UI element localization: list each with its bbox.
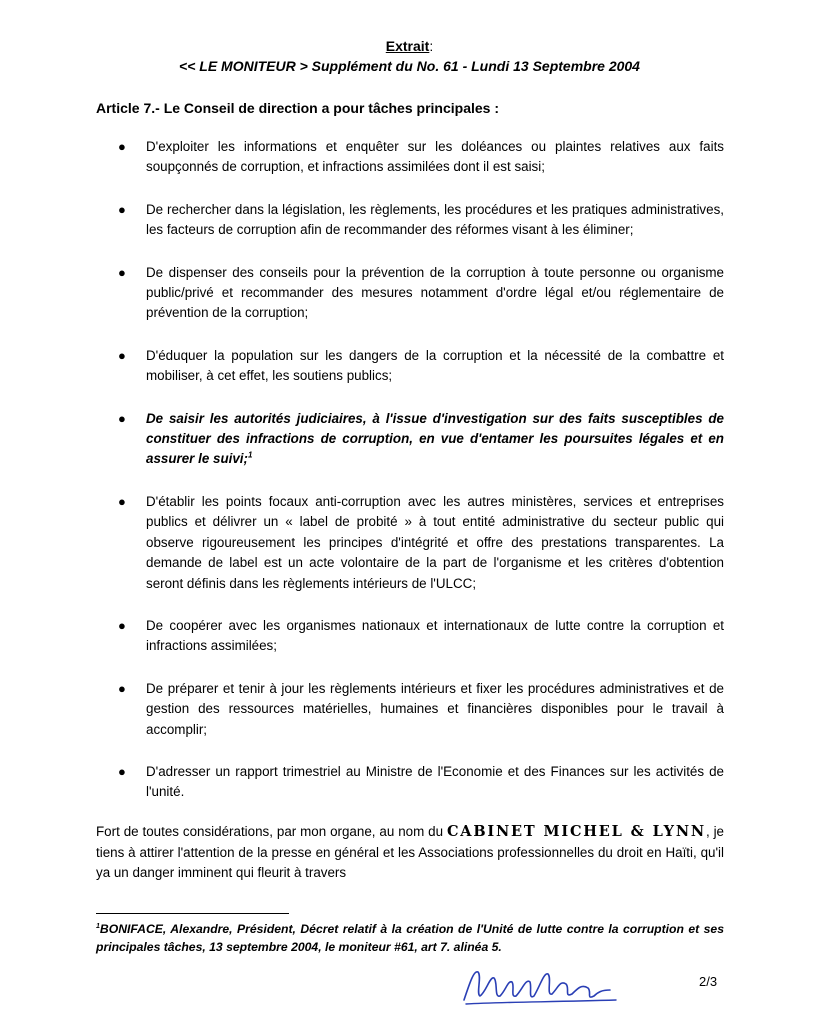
bullet-icon: ● (118, 763, 126, 779)
list-item-text: De dispenser des conseils pour la prévention de la corruption à toute personne ou organisme public/privé et recommander des mesures notamment d'ordre légal et/ou réglementaire de prévention de la corruption; (146, 264, 724, 321)
list-item-text: De rechercher dans la législation, les règlements, les procédures et les pratiques administratives, les facteurs de corruption afin de recommander des réformes visant à les éliminer; (146, 201, 724, 238)
closing-text-start: Fort de toutes considérations, par mon organe, au nom du (96, 824, 447, 839)
list-item-text: De saisir les autorités judiciaires, à l'issue d'investigation sur des faits susceptibles de constituer des infractions de corruption, en vue d'entamer les poursuites légales et en assurer le suivi; (146, 410, 724, 467)
bullet-icon: ● (118, 139, 126, 154)
list-item-text: D'éduquer la population sur les dangers de la corruption et la nécessité de la combattre et mobiliser, à cet effet, les soutiens publics; (146, 347, 724, 384)
list-item (96, 409, 724, 470)
list-item-text: D'exploiter les informations et enquêter sur les doléances ou plaintes relatives aux faits soupçonnés de corruption, et infractions assimilées dont il est saisi; (146, 139, 724, 175)
list-item (96, 679, 724, 740)
footnote (96, 920, 724, 956)
list-item (96, 346, 724, 387)
extrait-heading (0, 36, 819, 56)
list-item (96, 137, 724, 178)
closing-text-end: , je tiens à attirer l'attention de la presse en général et les Associations professionnelles du droit en Haïti, qu'il ya un danger imminent qui fleurit à travers (96, 824, 724, 881)
firm-name: CABINET MICHEL & LYNN (446, 823, 706, 840)
list-item-text: D'établir les points focaux anti-corruption avec les autres ministères, services et entreprises publics et délivrer un « label de probité » à tout entité administrative du secteur public qui observe rigoureusement les principes d'intégrité et offre des prestations transparentes. La demande de label est un acte volontaire de la part de l'organisme et les critères d'obtention seront définis dans les règlements intérieurs de l'ULCC; (146, 493, 724, 591)
list-item (96, 263, 724, 324)
extrait-label: Extrait (385, 38, 430, 54)
bullet-icon: ● (118, 493, 126, 509)
list-item-text: De préparer et tenir à jour les règlements intérieurs et fixer les procédures administratives et de gestion des ressources matérielles, humaines et financières disponibles pour le travail à accomplir; (146, 680, 724, 737)
bullet-icon: ● (118, 264, 126, 280)
document-header (0, 36, 819, 76)
article-title: Article 7.- Le Conseil de direction a pour tâches principales : (96, 100, 499, 116)
extrait-colon: : (429, 38, 434, 54)
bullet-icon: ● (118, 680, 126, 696)
bullet-icon: ● (118, 201, 126, 217)
list-item (96, 762, 724, 803)
source-line: << LE MONITEUR > Supplément du No. 61 - Lundi 13 Septembre 2004 (179, 58, 640, 74)
footnote-reference: 1 (247, 451, 253, 460)
footnote-text: BONIFACE, Alexandre, Président, Décret relatif à la création de l'Unité de lutte contre la corruption et ses principales tâches, 13 septembre 2004, le moniteur #61, art 7. alinéa 5. (96, 922, 724, 954)
bullet-icon: ● (118, 347, 126, 363)
footnote-divider (96, 913, 289, 914)
closing-paragraph (96, 822, 724, 884)
bullet-icon: ● (118, 617, 126, 633)
page-number: 2/3 (699, 974, 718, 989)
list-item (96, 492, 724, 594)
bullet-icon: ● (118, 410, 126, 426)
list-item-text: D'adresser un rapport trimestriel au Ministre de l'Economie et des Finances sur les activités de l'unité. (146, 763, 724, 800)
footnote-marker: 1 (96, 922, 100, 930)
list-item-text: De coopérer avec les organismes nationaux et internationaux de lutte contre la corruption et infractions assimilées; (146, 617, 724, 654)
handwritten-signature (460, 962, 620, 1008)
task-list (96, 137, 724, 825)
list-item (96, 200, 724, 241)
list-item (96, 616, 724, 657)
